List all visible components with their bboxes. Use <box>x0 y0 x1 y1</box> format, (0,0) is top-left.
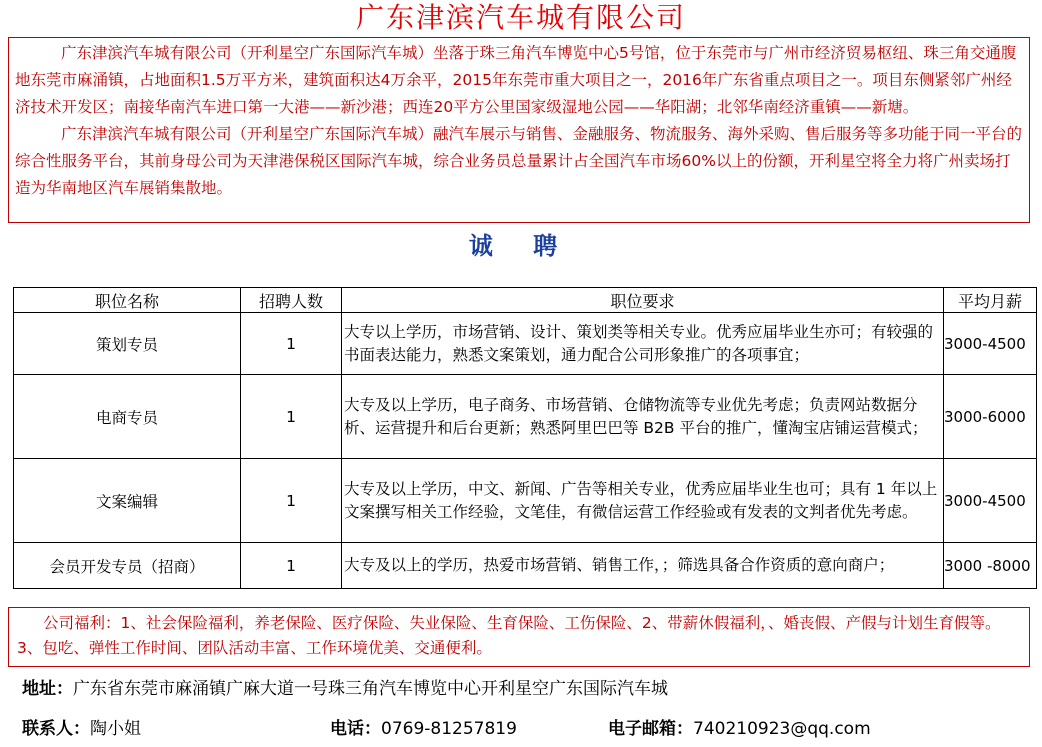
position-name: 策划专员 <box>14 313 241 375</box>
address-label: 地址： <box>22 679 73 699</box>
position-name: 文案编辑 <box>14 459 241 543</box>
position-requirement: 大专及以上的学历，热爱市场营销、销售工作，；筛选具备合作资质的意向商户； <box>342 543 944 589</box>
benefits-box <box>8 607 1030 667</box>
contact-person <box>22 716 141 742</box>
phone-label: 电话： <box>330 719 381 739</box>
table-row <box>14 459 1037 543</box>
position-count: 1 <box>241 313 342 375</box>
hiring-heading: 诚 聘 <box>468 232 574 260</box>
position-count: 1 <box>241 459 342 543</box>
header-position: 职位名称 <box>14 288 241 313</box>
contact-email <box>608 716 871 742</box>
benefits-text: 公司福利：1、社会保险福利，养老保险、医疗保险、失业保险、生育保险、工伤保险、2、带薪休假福利，、婚丧假、产假与计划生育假等。3、包吃、弹性工作时间、团队活动丰富、工作环境优美、交通便利。 <box>17 614 1001 657</box>
table-row <box>14 543 1037 589</box>
intro-paragraph-1: 广东津滨汽车城有限公司（开利星空广东国际汽车城）坐落于珠三角汽车博览中心5号馆，位于东莞市与广州市经济贸易枢纽、珠三角交通腹地东莞市麻涌镇，占地面积1.5万平方米，建筑面积达4万余平，2015年东莞市重大项目之一，2016年广东省重点项目之一。项目东侧紧邻广州经济技术开发区；南接华南汽车进口第一大港——新沙港；西连20平方公里国家级湿地公园——华阳湖；北邻华南经济重镇——新塘。 <box>15 44 1017 116</box>
address-line <box>22 676 668 702</box>
position-name: 电商专员 <box>14 375 241 459</box>
phone-value: 0769-81257819 <box>381 719 517 739</box>
position-requirement: 大专以上学历，市场营销、设计、策划类等相关专业。优秀应届毕业生亦可；有较强的书面表达能力，熟悉文案策划，通力配合公司形象推广的各项事宜； <box>342 313 944 375</box>
header-requirement: 职位要求 <box>342 288 944 313</box>
table-header-row <box>14 288 1037 313</box>
header-salary: 平均月薪 <box>944 288 1037 313</box>
position-salary: 3000 -8000 <box>944 543 1037 589</box>
table-row <box>14 313 1037 375</box>
position-count: 1 <box>241 543 342 589</box>
header-count: 招聘人数 <box>241 288 342 313</box>
contact-person-value: 陶小姐 <box>90 719 141 739</box>
position-requirement: 大专及以上学历，电子商务、市场营销、仓储物流等专业优先考虑；负责网站数据分析、运营提升和后台更新；熟悉阿里巴巴等 B2B 平台的推广，懂淘宝店铺运营模式； <box>342 375 944 459</box>
company-intro-box <box>8 37 1030 223</box>
position-name: 会员开发专员（招商） <box>14 543 241 589</box>
email-label: 电子邮箱： <box>608 719 693 739</box>
contact-phone <box>330 716 517 742</box>
address-value: 广东省东莞市麻涌镇广麻大道一号珠三角汽车博览中心开利星空广东国际汽车城 <box>73 679 668 699</box>
intro-paragraph-2: 广东津滨汽车城有限公司（开利星空广东国际汽车城）融汽车展示与销售、金融服务、物流服务、海外采购、售后服务等多功能于同一平台的综合性服务平台，其前身母公司为天津港保税区国际汽车城，综合业务员总量累计占全国汽车市场60%以上的份额，开利星空将全力将广州卖场打造为华南地区汽车展销集散地。 <box>15 125 1023 197</box>
jobs-table <box>13 287 1037 589</box>
position-salary: 3000-4500 <box>944 459 1037 543</box>
position-salary: 3000-4500 <box>944 313 1037 375</box>
position-requirement: 大专及以上学历，中文、新闻、广告等相关专业，优秀应届毕业生也可；具有 1 年以上文案撰写相关工作经验，文笔佳，有微信运营工作经验或有发表的文判者优先考虑。 <box>342 459 944 543</box>
position-count: 1 <box>241 375 342 459</box>
company-title: 广东津滨汽车城有限公司 <box>355 1 686 34</box>
position-salary: 3000-6000 <box>944 375 1037 459</box>
contact-person-label: 联系人： <box>22 719 90 739</box>
email-value: 740210923@qq.com <box>693 719 871 739</box>
table-row <box>14 375 1037 459</box>
